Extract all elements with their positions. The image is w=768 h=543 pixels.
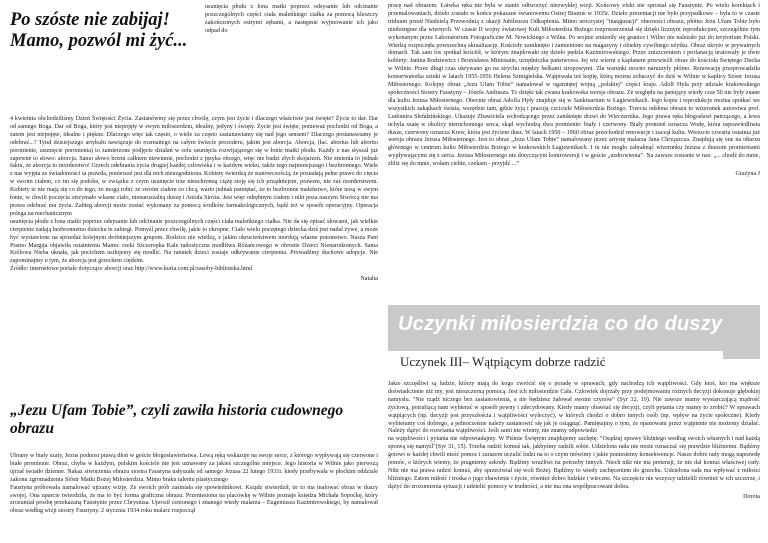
article-prolife-text-cont: usunięcia płodu z łona matki poprzez odsysanie lub odcinanie poszczególnych części ciała maleńkiego ciałka. Nie da się opisać słowami, jak wielkie cierpienie zadają bezbronnemu dziecku te zabiegi. Pomyśl przez chwilę, jakie to okropne. Ciało wielu poczętego dziecka dziś jest nadal żywe, a może być wystawione na sprzedaż kolejnym drobniejszym grupom. Rodzice nie wiedzą, z jakim okrucieństwem mordują własne potomstwo. Nasza Pani Pramo Margija objawiła ostatniemu Mamu: rzeki Szczerepka Kale radostyczna modlitwa Różańcowego w obronie Dzieci Nienarodzonych. Sama Królowa Nieba uknała, jak pocichem usiłujemy się modlić. Na ratunek dzieci zostaje odkrywanie cierpienia. Prowadźmy duchowe adopcje. Nie zapominajmy o tym, że aborcja jest grzechem ciężkim. [10,218,378,265]
author-signature: Natalia [360,276,378,283]
article-jezus-text: Ubrany w biały szaty, Jezus podnosi prawą dłoń w geście błogosławieństwa. Lewą ręką wskazuje na swoje serce, z którego wypływają się czerwone i białe promienie. Obraz, chyba w każdym, polskim kościele nie jest uznawany za jakieś szczególne miejsce. Jego historia w Wilnie jako pierwszą ujrzał światło dzienne. Nakaz stworzenia obrazu siostra Faustyna usłyszała od samego Jezusa 22 lutego 1931r. kiedy przebywała w płockim oddziale zakonu zgromadzenia Sióstr Matki Bożej Miłosierdzia. Mimo braku talentu plastycznego [10,453,378,483]
author-signature: Dorota [743,493,760,500]
article-uczynki-body [388,381,760,502]
article-jezus-body [10,453,378,516]
article-prolife-source: Źródło: internetowe portale dotyczące aborcji oraz http://www.kuria.com.pl/zasoby-biblioteka.html [10,266,253,273]
article-prolife-body [10,116,378,284]
article-jezus-continuation [388,3,760,179]
section-subtitle-box [388,351,723,373]
section-subtitle: Uczynek III– Wątpiącym dobrze radzić [400,354,606,369]
article-prolife-text: 4 kwietnia obchodziliśmy Dzień Świętości Życia. Zastanówmy się przez chwilę, czym jest życie i dlaczego właściwie jest święte? Życie to dar. Dar od samego Boga. Dar od Boga, który jest niepojęty w swym miłosierdziu, idealny, jedyny i święty. Życie jest święte, ponieważ pochodzi od Boga, a zatem jest niepojęte, idealne i piękne. Dlaczego więc tak często, o wiele za często zastanawiamy się nad jego sensem? Dlaczego postanawiamy je odebrać...? Tytuł dzisiejszego artykułu nawiązuje do rozmaitego na całym świecie procederu, jakim jest aborcja. Aborcja, (łac. abortus lub abortio poronienie, usunięcie poronienia) to zamierzone podjęcie działań w celu usunięcia rozwijającego się w łonie matki płodu. Każdy z nas słyszał już zapewne to słowo: aborcja. Samo słowo brzmi całkiem niewinnie, pochodzi z języka obcego, więc nie budzi złych skojarzeń. Nie zmienia to jednak faktu, że aborcja to morderstwo! Grzech odebrania życia drugiej każdej człowieka i w każdym wieku, także tego najmniejszego i bezbronnego. Wiele z nas wyjęta ze świadomości ta prawda, ponieważ jest dla nich nieuzgodniona. Kobiety twierdzą że stanowczością, że posiadają pełne prawo do cięcia w swoim ciałem, co im się podoba, w związku z czym usunięcie trze nieuchronną ciążę stoję się ich prządniejem, prawem, nie zaś morderstwem. Kobiety te nie mają się co do tego, że mogą robić ze swoim ciałem co chcą, warto jednak pamiętać, że to bezbronne maleństwo, które nosą w swym łonie, w chwili poczęcia otrzymało własne ciało, nienaruszalną duszę i Anioła Stróża. Jest więc odrębnym ciałem i nikt poza naszym Stwórcą nie ma prawa odebrać mu życia. Zabieg aborcji może zostać wykonany za pomocą środków farmakologicznych, bądź też w sposób operacyjny. Operacja polega na mechanicznym [10,116,378,217]
author-signature: Grażyna J [735,171,760,178]
article-uczynki-text: Jakie szczęśliwi są ludzie, którzy mają do kogo zwrócić się o poradę w sprawach, gdy nachodzą ich wątpliwości. Gdy ktoś, kto ma większe doświadczenie niż my, jest nieszczerną pomocą. Jest ich miłosierdzie Cała. Człowiek dojrzały przy podejmowaniu różnych decyzji dokonuje głębokiej namysłu. "Nie rządź niczego bez zastanowienia, a nie będziesz żałował swoim czynów" (Syr 32, 19). Nie zawsze mamy wystarczającą mądrość życiową, potrafiącą nam wybierać w sposób pewny i zdecydowany. Kiedy mamy obawiać się decyzji, czyli pytania czy mamy to zrobić? W sprawach wątpiących (np. decyzji jest przyszłościa i wątpliwości wyleczyć), w których chodzi o dobro innych osób (np. wpływ na życie społeczne). Kiedy wybieramy coś dobrego, a jednocześnie należy zastanowić się jak je osiągnąć. Pamiętajmy o tym, że opanowani przez wątpienie nie możemy działać. Należy dążyć do rozwiania wątpliwości. Jeśli sami nie wiemy, nie znamy odpowiedzi [388,381,760,435]
article-jezus-text-cont: Faustyna próbowała namalować ujrzany wizję. Ze swoich prób zaśmiała się spowiednikowi. Ksiądz stwierdził, że to ma malować obraz w duszy swojej. Ona uparcie twierdziła, że ma to być forma graficzna obrazu. Przeniesiona na placówkę w Wilnie poznaje księdza Michała Sopoćkę, który zrozumiał prośbę przekazaną Faustynie przez Chrystusa. Uprosił cenionego i znanego wtedy malarza – Eugeniusza Kazimirowskiego, by namalował obraz według wizji siostry Faustyny. 2 stycznia 1934 roku malarz rozpoczął [10,484,378,515]
article-title-jezus-ufam: „Jezu Ufam Tobie”, czyli zawiła historia cudownego obrazu [10,402,344,437]
article-prolife-intro: usunięcia płodu z łona matki poprzez odsysanie lub odcinanie poszczególnych części ciała maleńkiego ciałka za pomocą kleszczy zakończonych ostrymi zębami, a następnie wyjmowanie ich jako odpad do [205,4,378,34]
article-uczynki-text-cont: na wątpliwości i pytania nie odpowiadajmy. W Piśmie Świętym znajdujemy zachętę: "Osądzaj sprawy bliźniego według swoich własnych i nad każdą sprawą się namyśl"(Syr 31, 15). Trzeba radzić komuś tak, jakbyśmy radzili sobie. Udzielona rada nie może oznaczać się prawdzie bliźniemu. Bądźmy gotowi w każdej chwili nieść pomoc i zarazem uczulić ludzi na to o czym mówimy i jakie poniesiemy konsekwencje. Nasze dobre rady mogą naprawdę pomóc, o których wiemy, że pragniemy szkody. Bądźmy wrażliwi na potrzeby innych. Niech nikt nie ma pretensji, że nie dał komuś właściwej rady. Nikt nie ma prawa radzić komuś, aby sprzeciwiał się woli Bożej. Bądźmy to wtedy zachęceniem do grzechu. Udzielona rada ma wpływać z miłości bliźniego. Zatem miłość i troska o jego zbawienie i życie, również dobro ludzkie i wieczne. Na szczęście nie wszyscy udzielili również w ich szczerze, i dążyć do zrozumienia sytuacji i udzielić pomocy w trudności, a nie ma ona współpracowani dobra. [388,436,760,490]
article-jezus-continuation-text: pracę nad obrazem. Łatwka ręka nie była w stanie odtworzyć niezwykłej wizji. Końcowy efekt nie sprostał się Faustynie. Po wielu korektach i przemalowaniach, dzieło zostało w końcu pokazane światowemu Ostrej Bramie w 1935r. Dzieło prezentacji nie było przypadkowe – była to w czasie triduum przed Niedzielą Przewodnią z okazji Jubileuszu Odkupienia. Mimo uroczystej "inauguracji" obecności obrazu, płótno Jezu Ufam Tobie było niedostępne dla wiernych. W czasie II wojny światowej Kult Miłosierdzia Bożego rozprzestrzeniał się dzięki licznym reprodukcjom, szczególnie tym wykonanym przez Laboratorium Fotograficzne M. Nowickiego z Wilna. Po wojnie zmieniły się granice i Wilno nie należało już do terytorium Polski. Wiedzą rozpoczęła powszechną aktualizację. Kościoły zamknięto i zamieniono na magazyny i obiekty cywilnego użytku. Obraz ukryto w prywatnych domach. Tak sam los spotkał kościół, w którym znajdowało się dzieło pędzla Kazimirowskiego. Przez zniszczeniem i profanacją uratowały je dwie kobiety: Janina Rodziewicz i Bronisława Miniotaite, urzędniczka państwowa. Jej wiz wierni z kapłanem przewieźli obraz do kościoła Świętego Ducha w Wilnie. Przez długi czas ukrywano go na strychu między belkami stropowymi. Zła warunki mocno naruszyły płótno. Renowację przeprowadziła konserwatorka sztuki w latach 1955-1956 Helena Szmigielska. Wątpiwała też kopię, którą można zobaczyć do dziś w Wilnie w kaplicy Sióstr Jezusa Miłosiernego. Kolejny obraz „Jezu Ufam Tobie” namalował w ogarniętej wojną „polskiej” części kraju. Adolf Hyła przy udziale krakowskiego społeczności Siostry Faustyny – Józefa Andrasza. To dzięki tak zwana krakowska wersja obrazu. Ze względu na panujący wtedy czas 50 nie były znane dla kultu Jezusa Miłosiernego. Obecnie obraz Adolfa Hyły znajduje się w Sanktuarium w Łagiewnikach. Jego kopie i reprodukcje można spotkać we wszystkich zakątkach świata, wszędzie tam, gdzie żyją i pracują czciciele Miłosierdzia Bożego. Trzecia odsłona obrazu to wizerunek autorstwa prof. Ludomira Sleńdzińskiego. Ukazuje Zbawiciela wchodzącego przez zamknięte drzwi do Wieczernika. Jego prawa ręka błogosławi patrzącego, a lewa uchyla szatę w okolicy nieruchomego serca, skąd wychodzą dwa promienie: biały i czerwony. Biały promień oznacza Wodę, która usprawiedliwia dusze, czerwony oznacza Krew, która jest życiem dusz. W latach 1950 – 1960 obraz przechodził renowacje i zaczął kultu. Wreszcie czwarta ostatnia już wersja obrazu Jezusa Miłosiernego. Jest to obraz „Jezu Ufam Tobie” namalowany przez artystę malarza Jana Chrząszcza. Znajdują się one na ołtarzu głównego w centrum kultu Miłosierdzia Bożego w krakowskich Łagiewnikach. I tu nie mogło zabraknąć wizerunku Jezusa z duszom promieniami wypływającymi się z serca. Jezusa Miłosiernego nie dotyczącym kontrowersji i w geście „uzdrowienia”. Na zawsze zostanie w nas: „... chodź do mnie, zbliż się do mnie, wołam ciebie, czekam - przyjdź ...” [388,3,760,168]
section-banner-title: Uczynki miłosierdzia co do duszy [398,313,723,335]
article-title-prolife: Po szóste nie zabijaj! Mamo, pozwól mi żyć... [10,10,188,51]
